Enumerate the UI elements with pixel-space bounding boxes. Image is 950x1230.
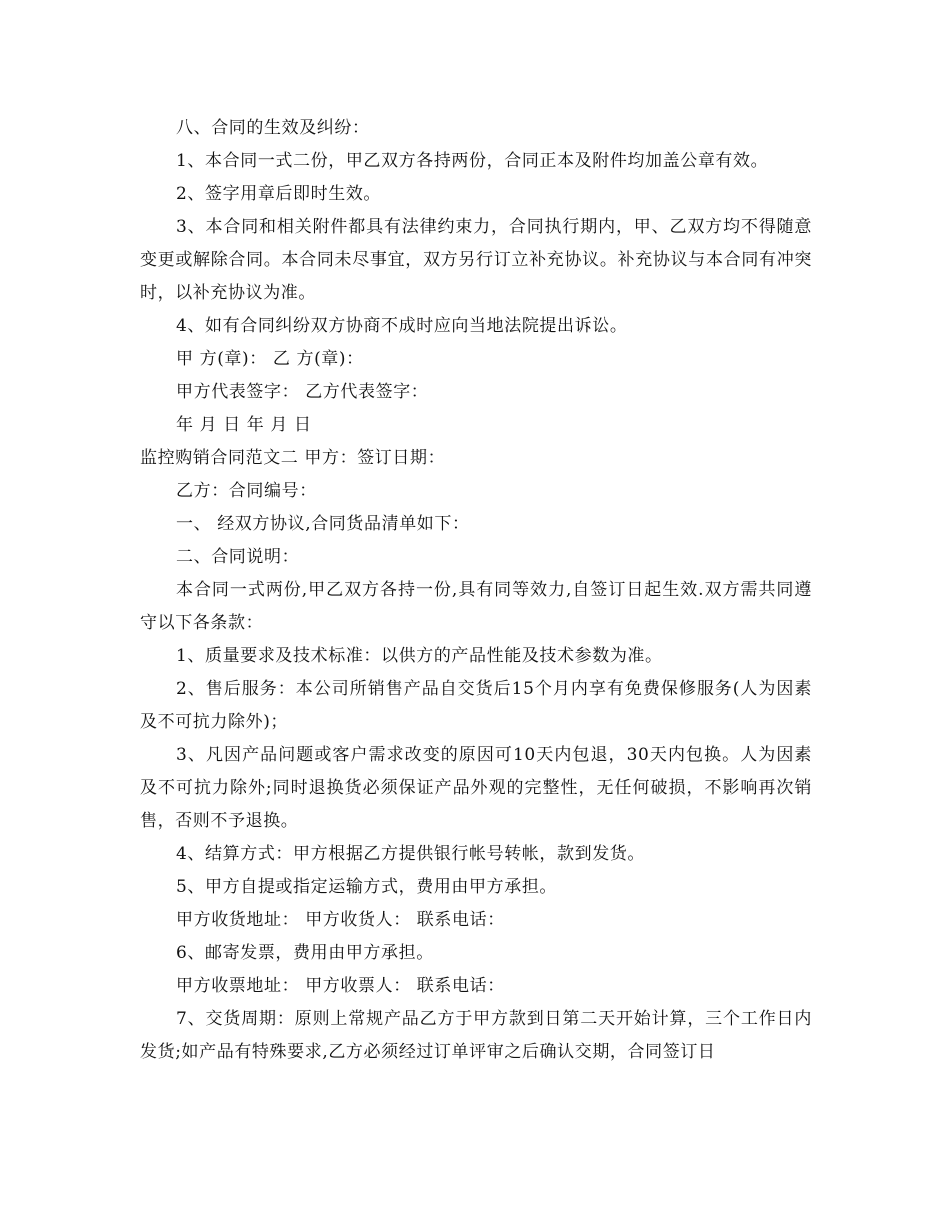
clause-8-3: 3、本合同和相关附件都具有法律约束力，合同执行期内，甲、乙双方均不得随意变更或解除合同。本合同未尽事宜，双方另行订立补充协议。补充协议与本合同有冲突时，以补充协议为准。	[140, 217, 812, 303]
clause-invoice: 6、邮寄发票，费用由甲方承担。	[176, 943, 434, 963]
delivery-address-line: 甲方收货地址： 甲方收货人： 联系电话：	[176, 910, 505, 930]
document-title-two: 监控购销合同范文二 甲方：签订日期：	[140, 448, 446, 468]
seal-line: 甲 方(章)： 乙 方(章)：	[176, 349, 364, 369]
section-heading-eight: 八、合同的生效及纠纷：	[176, 118, 370, 138]
clause-8-4: 4、如有合同纠纷双方协商不成时应向当地法院提出诉讼。	[176, 316, 628, 336]
clause-8-2: 2、签字用章后即时生效。	[176, 184, 382, 204]
clause-returns: 3、凡因产品问题或客户需求改变的原因可10天内包退，30天内包换。人为因素及不可抗力除外;同时退换货必须保证产品外观的完整性，无任何破损，不影响再次销售，否则不予退换。	[140, 745, 812, 831]
signature-line: 甲方代表签字： 乙方代表签字：	[176, 382, 429, 402]
document-page	[140, 112, 812, 1069]
date-line: 年 月 日 年 月 日	[176, 415, 312, 435]
clause-after-sales: 2、售后服务：本公司所销售产品自交货后15个月内享有免费保修服务(人为因素及不可抗力除外)；	[140, 679, 812, 732]
invoice-address-line: 甲方收票地址： 甲方收票人： 联系电话：	[176, 976, 505, 996]
clause-8-1: 1、本合同一式二份，甲乙双方各持两份，合同正本及附件均加盖公章有效。	[176, 151, 769, 171]
section-two: 二、合同说明：	[176, 547, 300, 567]
contract-intro: 本合同一式两份,甲乙双方各持一份,具有同等效力,自签订日起生效.双方需共同遵守以下各条款：	[140, 580, 812, 633]
clause-quality: 1、质量要求及技术标准：以供方的产品性能及技术参数为准。	[176, 646, 663, 666]
party-b-line: 乙方：合同编号：	[176, 481, 317, 501]
section-one: 一、 经双方协议,合同货品清单如下：	[176, 514, 470, 534]
clause-delivery-cycle: 7、交货周期：原则上常规产品乙方于甲方款到日第二天开始计算，三个工作日内发货;如产品有特殊要求,乙方必须经过订单评审之后确认交期，合同签订日	[140, 1009, 812, 1062]
clause-transport: 5、甲方自提或指定运输方式，费用由甲方承担。	[176, 877, 558, 897]
clause-settlement: 4、结算方式：甲方根据乙方提供银行帐号转帐，款到发货。	[176, 844, 646, 864]
